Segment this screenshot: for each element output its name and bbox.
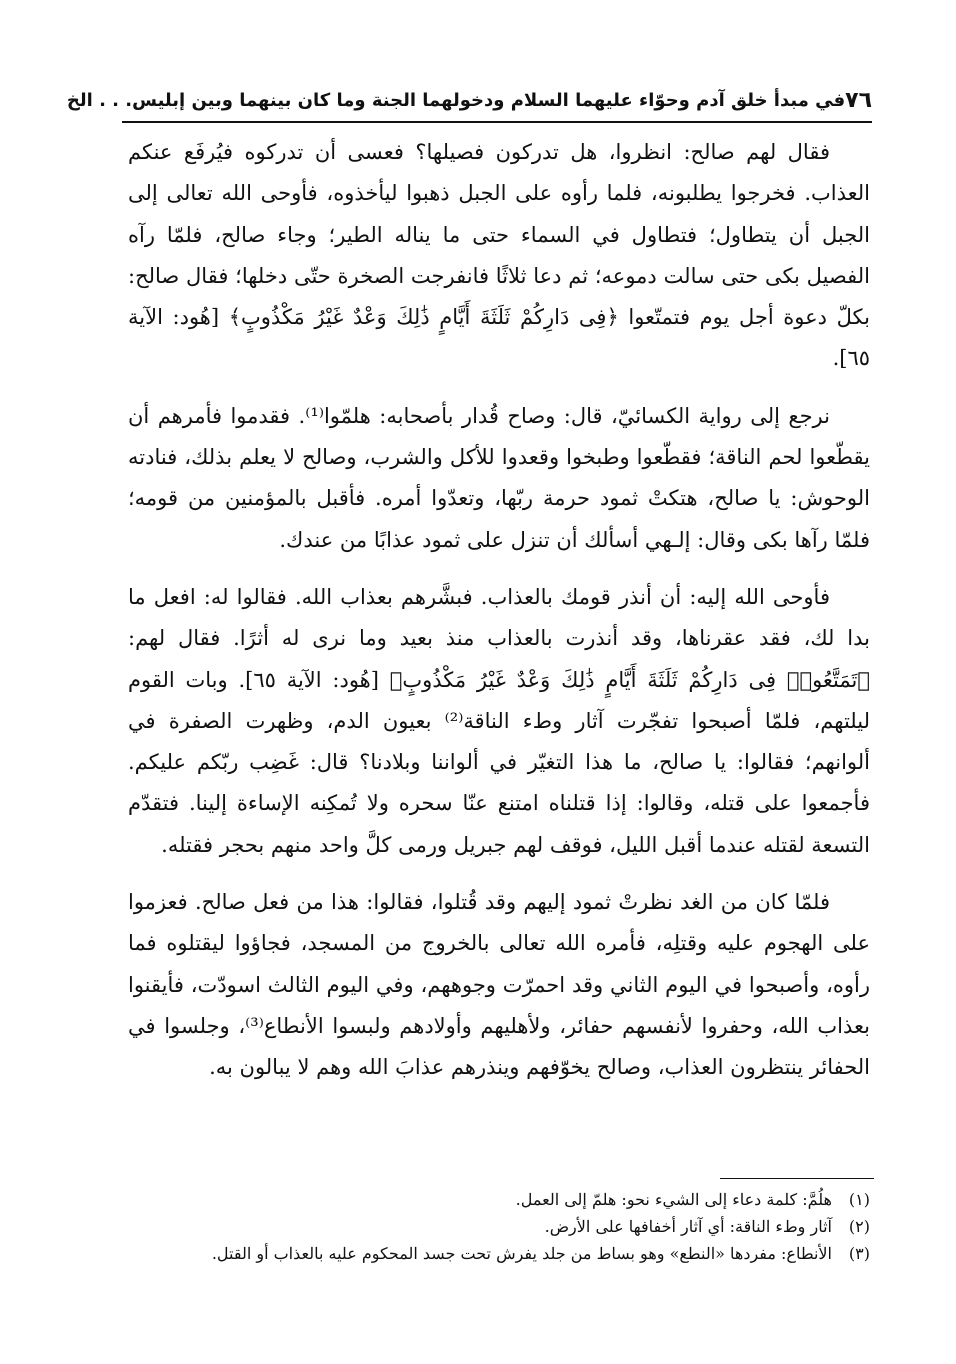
paragraph-3: فأوحى الله إليه: أن أنذر قومك بالعذاب. فبشَّرهم بعذاب الله. فقالوا له: افعل ما بدا لك، فقد عقرناها، وقد أنذرت بالعذاب منذ بعيد وما نرى له أثرًا. فقال لهم: ﴿تَمَتَّعُوا۟ فِى دَارِكُمْ ثَلَثَةَ أَيَّامٍ ذَٰلِكَ وَعْدٌ غَيْرُ مَكْذُوبٍ﴾ [هُود: الآية ٦٥]. وبات القوم ليلتهم، فلمّا أصبحوا تفجّرت آثار وطء الناقة⁽²⁾ بعيون الدم، وظهرت الصفرة في ألوانهم؛ فقالوا: يا صالح، ما هذا التغيّر في ألواننا وبلادنا؟ قال: غَضِب ربّكم عليكم. فأجمعوا على قتله، وقالوا: إذا قتلناه امتنع عنّا سحره ولا تُمكِنه الإساءة إلينا. فتقدّم التسعة لقتله عندما أقبل الليل، فوقف لهم جبريل ورمى كلَّ واحد منهم بحجر فقتله. [128, 584, 870, 857]
main-text [128, 132, 870, 1172]
header-rule [122, 121, 872, 123]
paragraph-2: نرجع إلى رواية الكسائيّ، قال: وصاح قُدار بأصحابه: هلمّوا⁽¹⁾. فقدموا فأمرهم أن يقطّعوا لحم الناقة؛ فقطّعوا وطبخوا وقعدوا للأكل والشرب، وصالح لا يعلم بذلك، فنادته الوحوش: يا صالح، هتكتْ ثمود حرمة ربّها، وتعدّوا أمره. فأقبل بالمؤمنين من قومه؛ فلمّا رآها بكى وقال: إلـهي أسألك أن تنزل على ثمود عذابًا من عندك. [128, 403, 870, 552]
footnote-rule [720, 1178, 874, 1179]
footnote-1 [118, 1186, 870, 1213]
footnote-text: هلُمَّ: كلمة دعاء إلى الشيء نحو: هلمّ إلى العمل. [515, 1190, 832, 1209]
footnote-number: (٣) [848, 1244, 870, 1263]
paragraph-4: فلمّا كان من الغد نظرتْ ثمود إليهم وقد قُتلوا، فقالوا: هذا من فعل صالح. فعزموا على الهجوم عليه وقتلِه، فأمره الله تعالى بالخروج من المسجد، فجاؤوا ليقتلوه فما رأوه، وأصبحوا في اليوم الثاني وقد احمرّت وجوههم، وفي اليوم الثالث اسودّت، فأيقنوا بعذاب الله، وحفروا لأنفسهم حفائر، ولأهليهم وأولادهم ولبسوا الأنطاع⁽³⁾، وجلسوا في الحفائر ينتظرون العذاب، وصالح يخوّفهم وينذرهم عذابَ الله وهم لا يبالون به. [128, 890, 870, 1080]
running-title: في مبدأ خلق آدم وحوّاء عليهما السلام ودخولهما الجنة وما كان بينهما وبين إبليس. . . الخ [66, 89, 846, 111]
footnote-text: آثار وطء الناقة: أي آثار أخفافها على الأرض. [544, 1217, 832, 1236]
footnote-number: (١) [848, 1190, 870, 1209]
page-header [66, 80, 872, 120]
footnote-text: الأنطاع: مفردها «النطع» وهو بساط من جلد يفرش تحت جسد المحكوم عليه بالعذاب أو القتل. [211, 1244, 832, 1263]
footnote-number: (٢) [848, 1217, 870, 1236]
footnote-3 [118, 1240, 870, 1267]
paragraph-1: فقال لهم صالح: انظروا، هل تدركون فصيلها؟ فعسى أن تدركوه فيُرفَع عنكم العذاب. فخرجوا يطلبونه، فلما رأوه على الجبل ذهبوا ليأخذوه، فأوحى الله تعالى إلى الجبل أن يتطاول؛ فتطاول في السماء حتى ما يناله الطير؛ وجاء صالح، فلمّا رآه الفصيل بكى حتى سالت دموعه؛ ثم دعا ثلاثًا فانفرجت الصخرة حتّى دخلها؛ فقال صالح: بكلّ دعوة أجل يوم فتمتّعوا ﴿فِى دَارِكُمْ ثَلَثَةَ أَيَّامٍ ذَٰلِكَ وَعْدٌ غَيْرُ مَكْذُوبٍ﴾ [هُود: الآية ٦٥]. [128, 140, 870, 371]
footnote-2 [118, 1213, 870, 1240]
page-number: ٧٦ [845, 87, 872, 113]
footnotes [118, 1186, 870, 1267]
